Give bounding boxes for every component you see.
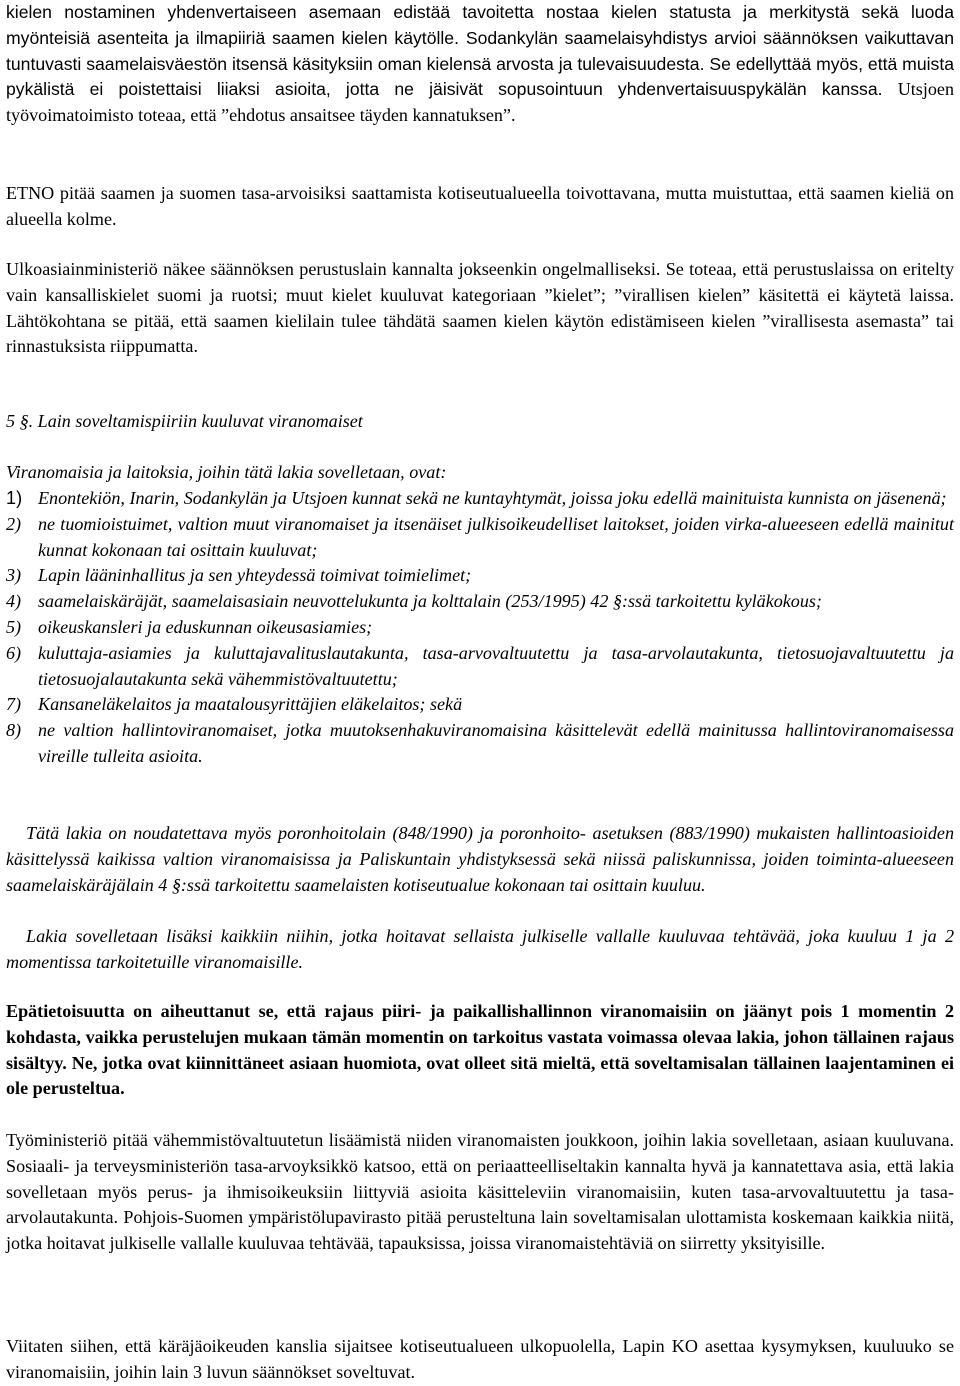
list-item-number: 4) [6,591,22,612]
list-item-text: Kansaneläkelaitos ja maatalousyrittäjien eläkelaitos; sekä [38,694,463,715]
list-item [6,718,954,770]
paragraph-2-text: ETNO pitää saamen ja suomen tasa-arvoisiksi saattamista kotiseutualueella toivottavana, mutta muistuttaa, että saamen kieliä on alueella kolme. [6,183,954,229]
paragraph-3-text: Ulkoasiainministeriö näkee säännöksen perustuslain kannalta jokseenkin ongelmalliseksi. Se toteaa, että perustuslaissa on eritelty vain kansalliskielet suomi ja ruotsi; muut kielet kuuluvat kategoriaan ”kielet”; ”virallisen kielen” käsitettä ei käytetä laissa. Lähtökohtana se pitää, että saamen kielilain tulee tähdätä saamen kielen käytön edistämiseen kielen ”virallisesta asemasta” tai rinnastuksista riippumatta. [6,259,954,357]
list-item-number: 1) [6,488,23,508]
italic-paragraph-2 [6,924,954,976]
list-item [6,589,954,615]
authority-list-wrapper [6,486,954,770]
list-item-number: 3) [6,565,22,586]
section-heading [6,409,954,435]
list-item-number: 8) [6,720,22,741]
section-heading-text: 5 §. Lain soveltamispiiriin kuuluvat viranomaiset [6,411,363,431]
paragraph-5 [6,1334,954,1386]
list-intro [6,460,954,486]
paragraph-1-text: kielen nostaminen yhdenvertaiseen asemaan edistää tavoitetta nostaa kielen statusta ja merkitystä sekä luoda myönteisiä asenteita ja ilmapiiriä saamen kielen käytölle. Sodankylän saamelaisyhdistys arvioi säännöksen vaikuttavan tuntuvasti saamelaisväestön itsensä käsityksiin oman kielensä arvosta ja tulevaisuudesta. [6,2,954,74]
italic-paragraph-2-text: Lakia sovelletaan lisäksi kaikkiin niihin, jotka hoitavat sellaista julkiselle vallalle kuuluvaa tehtävää, joka kuuluu 1 ja 2 momentissa tarkoitetuille viranomaisille. [6,926,954,972]
paragraph-4 [6,1128,954,1257]
list-item-text: Enontekiön, Inarin, Sodankylän ja Utsjoen kunnat sekä ne kuntayhtymät, joissa joku edellä mainituista kunnista on jäsenenä; [38,488,947,508]
paragraph-1-text-c: Utsjoen työvoimatoimisto toteaa, että ”ehdotus ansaitsee täyden kannatuksen”. [6,79,954,126]
list-item [6,641,954,693]
list-item-text: Lapin lääninhallitus ja sen yhteydessä toimivat toimielimet; [38,565,472,586]
list-item-text: saamelaiskäräjät, saamelaisasiain neuvottelukunta ja kolttalain (253/1995) 42 §:ssä tarkoitettu kyläkokous; [38,591,822,612]
list-item-number: 7) [6,694,22,715]
bold-paragraph [6,999,954,1102]
list-item [6,486,954,512]
italic-paragraph-1 [6,821,954,898]
italic-paragraph-1-text: Tätä lakia on noudatettava myös poronhoitolain (848/1990) ja poronhoito- asetuksen (883/1990) mukaisten hallintoasioiden käsittelyssä kaikissa valtion viranomaisissa ja Paliskuntain yhdistyksessä sekä niissä paliskunnissa, joiden toiminta-alueeseen saamelaiskäräjälain 4 §:ssä tarkoitettu saamelaisten kotiseutualue kokonaan tai osittain kuuluu. [6,823,954,895]
paragraph-5-text: Viitaten siihen, että käräjäoikeuden kanslia sijaitsee kotiseutualueen ulkopuolella, Lapin KO asettaa kysymyksen, kuuluuko se viranomaisiin, joihin lain 3 luvun säännökset soveltuvat. [6,1336,954,1382]
bold-paragraph-text: Epätietoisuutta on aiheuttanut se, että rajaus piiri- ja paikallishallinnon viranomaisiin on jäänyt pois 1 momentin 2 kohdasta, vaikka perustelujen mukaan tämän momentin on tarkoitus vastata voimassa olevaa lakia, johon tällainen rajaus sisältyy. Ne, jotka ovat kiinnittäneet asiaan huomiota, ovat olleet sitä mieltä, että soveltamisalan tällainen laajentaminen ei ole perusteltua. [6,1001,954,1099]
paragraph-1-text-b: Se edellyttää myös, että muista pykälistä ei poistettaisi liiaksi asioita, jotta ne jäisivät sopusointuun yhdenvertaisuuspykälän kanssa. [6,53,954,100]
list-item-number: 6) [6,642,22,663]
list-item [6,512,954,564]
list-item-text: oikeuskansleri ja eduskunnan oikeusasiamies; [38,616,373,637]
list-item-text: ne valtion hallintoviranomaiset, jotka muutoksenhakuviranomaisina käsittelevät edellä mainitussa hallintoviranomaisessa vireille tulleita asioita. [38,720,954,766]
paragraph-2 [6,181,954,233]
authority-list [6,486,954,770]
list-item-number: 5) [6,616,22,637]
list-item-number: 2) [6,513,22,534]
list-intro-text: Viranomaisia ja laitoksia, joihin tätä lakia sovelletaan, ovat: [6,462,447,482]
paragraph-4-text: Työministeriö pitää vähemmistövaltuutetun lisäämistä niiden viranomaisten joukkoon, joihin lakia sovelletaan, asiaan kuuluvana. Sosiaali- ja terveysministeriön tasa-arvoyksikkö katsoo, että on periaatteelliseltakin kannalta hyvä ja kannatettava asia, että lakia sovelletaan myös perus- ja ihmisoikeuksiin liittyviä asioita käsitteleviin viranomaisiin, kuten tasa-arvovaltuutettu ja tasa-arvolautakunta. Pohjois-Suomen ympäristölupavirasto pitää perusteltuna lain soveltamisalan ulottamista koskemaan kaikkia niitä, jotka hoitavat julkiselle vallalle kuuluvaa tehtävää, tapauksissa, joissa viranomaistehtäviä on siirretty yksityisille. [6,1130,954,1254]
paragraph-3 [6,257,954,360]
list-item [6,615,954,641]
list-item [6,563,954,589]
list-item-text: kuluttaja-asiamies ja kuluttajavalituslautakunta, tasa-arvovaltuutettu ja tasa-arvolautakunta, tietosuojavaltuutettu ja tietosuojalautakunta sekä vähemmistövaltuutettu; [38,642,954,689]
list-item [6,692,954,718]
list-item-text: ne tuomioistuimet, valtion muut viranomaiset ja itsenäiset julkisoikeudelliset laitokset, joiden virka-alueeseen edellä mainitut kunnat kokonaan tai osittain kuuluvat; [38,513,954,560]
paragraph-1 [6,0,954,129]
